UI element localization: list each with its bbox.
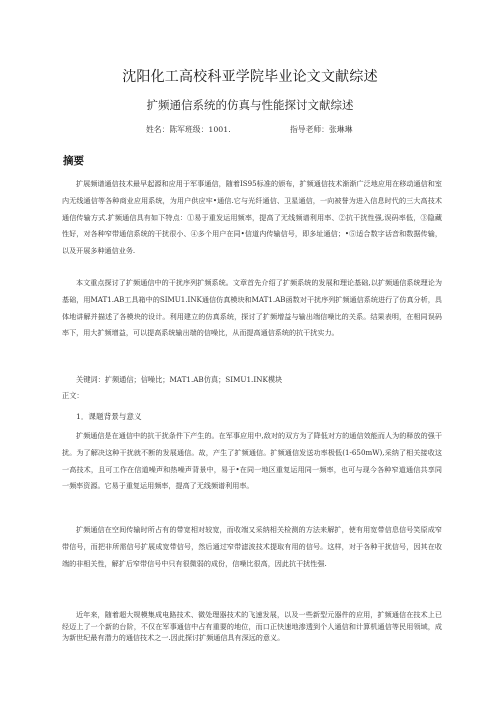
keywords-line: 关键词：扩频通信；信噪比；MAT1.AB仿真；SIMU1.INK模块 [76, 375, 283, 384]
author-line: 姓名：陈军班级：1001. [146, 125, 231, 134]
abstract-paragraph-1: 扩展频谱通信技术最早起源和应用于军事通信，随着IS95标准的颁布，扩频通信技术渐渐广泛地应用在移动通信和室内无线通信等各种商业应用系统，为用户供应牢•通信.它与光纤通信、卫星通信，一向被誉为进入信息时代的三大高技术通信传输方式.扩频通信具有如下特点：①易于重发运用频率，提高了无线频谱利用率、②抗干扰性强,误码率低，③隐藏性好，对各种窄带通信系统的干扰很小、④多个用户在同•信道内传输信号，即多址通信；•⑤适合数字话音和数据传输，以及开展多种通信业务. [62, 179, 442, 256]
body-paragraph-1: 扩频通信是在通信中的抗干扰条件下产生的。在军事应用中,敌对的双方为了降低对方的通信效能而人为的释放的强干扰。为了解决这种干扰就不断的发展通信。故，产生了扩频通信。扩频通信发送功率极低(1-650mW),采纳了相关接收这一高技术，且可工作在信道噪声和热噪声背景中，易于•在同一地区重复运用同一频率，也可与现今各种窄道通信共享同一频率资源。它易于重复运用频率，提高了无线频谱利用率。 [62, 431, 442, 491]
advisor-line: 指导老师：张琳琳 [290, 125, 353, 134]
document-title: 沈阳化工高校科亚学院毕业论文文献综述 [122, 69, 378, 85]
body-paragraph-3: 近年来，随着超大规模集成电路技术、微处理器技术的飞速发展，以及一些新型元器件的应用，扩频通信在技术上已经迈上了一个新的台阶，不仅在军事通信中占有重要的地位，而口正快速地渗透到个人通信和计算机通信等民用领域，成为新世纪最有潜力的通信技术之一.因此探讨扩频通信具有深远的意义。 [62, 610, 442, 642]
abstract-heading: 摘要 [63, 155, 84, 167]
abstract-paragraph-2: 本文重点探讨了扩频通信中的干扰序列扩频系统。文章首先介绍了扩频系统的发展和理论基础,以扩频通信系统理论为基础，用MAT1.AB工具箱中的SIMU1.INK通信仿真模块和MAT1.AB函数对干扰序列扩频通信系统进行了仿真分析，具体地讲解并描述了各模块的设计。利用建立的仿真系统，探讨了扩频增益与输出端信噪比的关系。结果表明，在相同误码率下，用大扩频增益，可以提高系统输出端的信噪比，从而提高通信系统的抗干扰实力。 [62, 278, 442, 338]
body-label: 正文： [62, 391, 84, 400]
section-heading: 1．课题背景与意义 [76, 412, 142, 421]
document-subtitle: 扩频通信系统的仿真与性能探讨文献综述 [146, 98, 354, 112]
body-paragraph-2: 扩频通信在空间传输时所占有的带宽相对较宽，而收端又采纳相关检测的方法来解扩，使有用宽带信息信号笑原成窄带信号，而把非所需信号扩展成宽带信号，然后通过窄带滤波技术提取有用的信号。这样，对于各种干扰信号，因其在收端的非相关性，解扩后窄带信号中只有很微弱的成份，信噪比很高，因此抗干扰性强. [62, 525, 442, 568]
